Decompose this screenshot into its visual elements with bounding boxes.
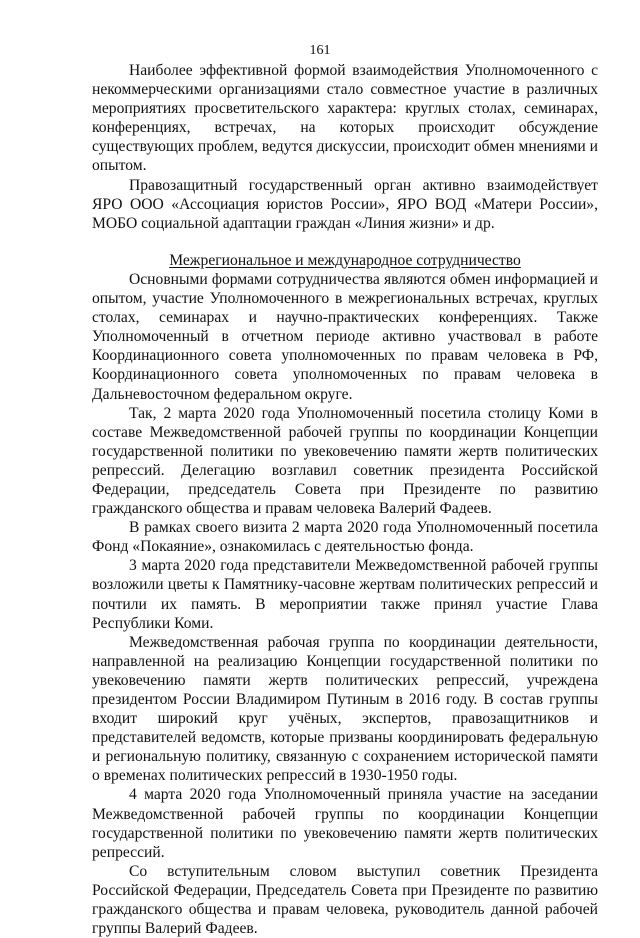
paragraph-cooperation-forms: Основными формами сотрудничества являются обмен информацией и опытом, участие Уполномоченного в межрегиональных встречах, круглых столах, семинарах и научно-практических конференциях. Также Уполномоченный в отчетном периоде активно участвовал в работе Координационного совета уполномоченных по правам человека в РФ, Координационного совета уполномоченных по правам человека в Дальневосточном федеральном округе. — [92, 270, 598, 403]
page-number: 161 — [309, 43, 331, 58]
paragraph-opening-speech: Со вступительным словом выступил советник Президента Российской Федерации, Председатель Совета при Президенте по развитию гражданского общества и правам человека, руководитель данной рабочей группы Валерий Фадеев. — [92, 862, 598, 938]
paragraph-partner-organizations: Правозащитный государственный орган активно взаимодействует ЯРО ООО «Ассоциация юристов России», ЯРО ВОД «Матери России», МОБО социальной адаптации граждан «Линия жизни» и др. — [92, 176, 598, 232]
paragraph-memorial-flowers: 3 марта 2020 года представители Межведомственной рабочей группы возложили цветы к Памятнику-часовне жертвам политических репрессий и почтили их память. В мероприятии также принял участие Глава Республики Коми. — [92, 557, 598, 632]
paragraph-group-meeting: 4 марта 2020 года Уполномоченный приняла участие на заседании Межведомственной рабочей группы по координации Концепции государственной политики по увековечению памяти жертв политических репрессий. — [92, 786, 598, 861]
paragraph-ngo-interaction: Наиболее эффективной формой взаимодействия Уполномоченного с некоммерческими организациями стало совместное участие в различных мероприятиях просветительского характера: круглых столах, семинарах, конференциях, встречах, на которых происходит обсуждение существующих проблем, ведутся дискуссии, происходит обмен мнениями и опытом. — [92, 62, 598, 175]
paragraph-komi-visit: Так, 2 марта 2020 года Уполномоченный посетила столицу Коми в составе Межведомственной рабочей группы по координации Концепции государственной политики по увековечению памяти жертв политических репрессий. Делегацию возглавил советник президента Российской Федерации, председатель Совета при Президенте по развитию гражданского общества и правам человека Валерий Фадеев. — [92, 404, 598, 518]
paragraph-pokayanie-fund: В рамках своего визита 2 марта 2020 года Уполномоченный посетила Фонд «Покаяние», ознакомилась с деятельностью фонда. — [92, 519, 598, 556]
document-body — [92, 61, 598, 938]
section-heading: Межрегиональное и международное сотрудничество — [169, 251, 521, 269]
paragraph-working-group: Межведомственная рабочая группа по координации деятельности, направленной на реализацию Концепции государственной политики по увековечению памяти жертв политических репрессий, учреждена президентом России Владимиром Путиным в 2016 году. В состав группы входит широкий круг учёных, экспертов, правозащитников и представителей ведомств, которые призваны координировать федеральную и региональную политику, связанную с сохранением исторической памяти о временах политических репрессий в 1930-1950 годы. — [92, 633, 598, 785]
